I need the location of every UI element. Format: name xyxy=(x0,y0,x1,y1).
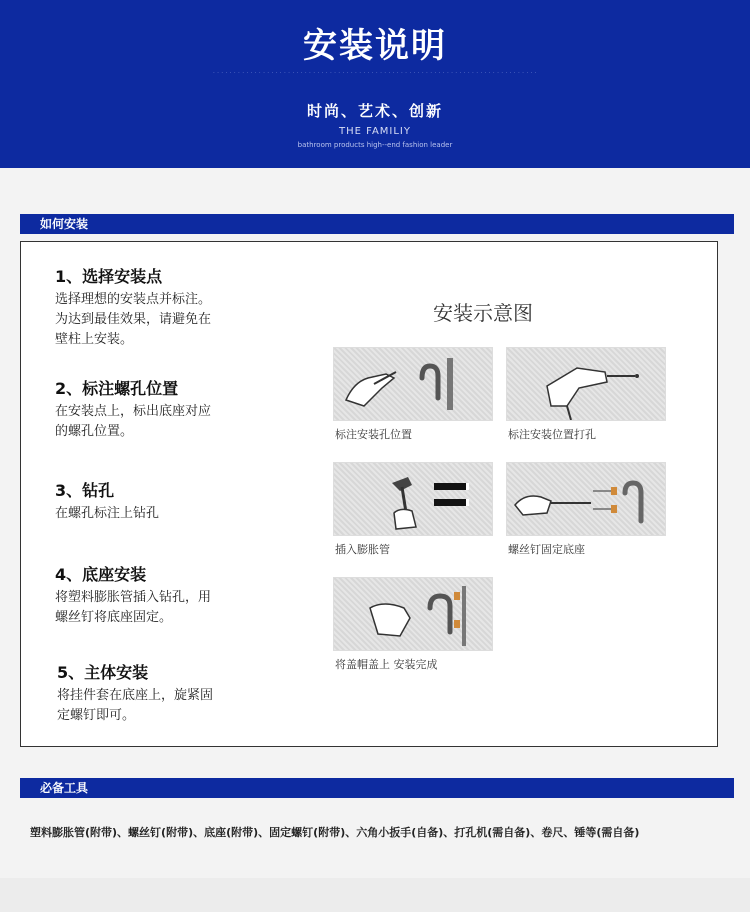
step-4 xyxy=(55,562,295,628)
step-desc-line: 为达到最佳效果，请避免在 xyxy=(55,312,212,327)
step-desc-line: 在安装点上，标出底座对应 xyxy=(55,404,212,419)
diagram-image-mark-holes xyxy=(333,347,493,421)
diagram-caption: 螺丝钉固定底座 xyxy=(508,543,585,556)
diagram-image-drill xyxy=(506,347,666,421)
tools-list: 塑料膨胀管(附带)、螺丝钉(附带)、底座(附带)、固定螺钉(附带)、六角小扳手(自备)、打孔机(需自备)、卷尺、锤等(需自备) xyxy=(30,826,640,839)
step-title: 5、主体安装 xyxy=(57,663,149,682)
step-title: 4、底座安装 xyxy=(55,565,147,584)
diagram-caption: 标注安装位置打孔 xyxy=(508,428,596,441)
step-title: 1、选择安装点 xyxy=(55,267,163,286)
step-5 xyxy=(57,660,297,726)
step-title: 3、钻孔 xyxy=(55,481,115,500)
install-panel xyxy=(20,241,718,747)
step-desc-line: 壁柱上安装。 xyxy=(55,332,134,347)
step-desc-line: 定螺钉即可。 xyxy=(57,708,136,723)
diagram-caption: 标注安装孔位置 xyxy=(335,428,412,441)
header-banner xyxy=(0,0,750,168)
step-title: 2、标注螺孔位置 xyxy=(55,379,179,398)
footer-strip xyxy=(0,878,750,912)
header-slogan: 时尚、艺术、创新 xyxy=(306,102,443,120)
diagram-caption: 将盖帽盖上 安装完成 xyxy=(335,658,438,671)
hand-cap-hook-icon xyxy=(334,578,493,651)
drill-icon xyxy=(507,348,666,421)
diagram-image-anchor xyxy=(333,462,493,536)
diagram-title: 安装示意图 xyxy=(433,301,533,325)
diagram-caption: 插入膨胀管 xyxy=(335,543,390,556)
diagram-image-cap xyxy=(333,577,493,651)
step-3 xyxy=(55,478,295,524)
step-desc-line: 螺丝钉将底座固定。 xyxy=(55,610,173,625)
step-desc-line: 在螺孔标注上钻孔 xyxy=(55,506,160,521)
page-title: 安装说明 xyxy=(303,26,447,66)
header-fine-print: · · · · · · · · · · · · · · · · · · · · · · · · · · · · · · · · · · · · · · · · · · · · · · · · · · · · · · · · · · · · · · · · · · · · · · · · · · · · · · xyxy=(213,70,537,76)
step-desc-line: 的螺孔位置。 xyxy=(55,424,134,439)
step-2 xyxy=(55,376,295,442)
screwdriver-icon xyxy=(507,463,666,536)
hammer-anchor-icon xyxy=(334,463,493,536)
step-desc-line: 将塑料膨胀管插入钻孔，用 xyxy=(55,590,212,605)
step-desc-line: 将挂件套在底座上，旋紧固 xyxy=(57,688,214,703)
diagram-image-screw xyxy=(506,462,666,536)
section-bar-how-to-install: 如何安装 xyxy=(20,214,734,234)
step-1 xyxy=(55,264,295,350)
section-bar-required-tools: 必备工具 xyxy=(20,778,734,798)
header-tagline: bathroom products high--end fashion leader xyxy=(297,141,453,149)
hand-pencil-hook-icon xyxy=(334,348,493,421)
header-brand: THE FAMILIY xyxy=(338,126,411,137)
step-desc-line: 选择理想的安装点并标注。 xyxy=(55,292,212,307)
